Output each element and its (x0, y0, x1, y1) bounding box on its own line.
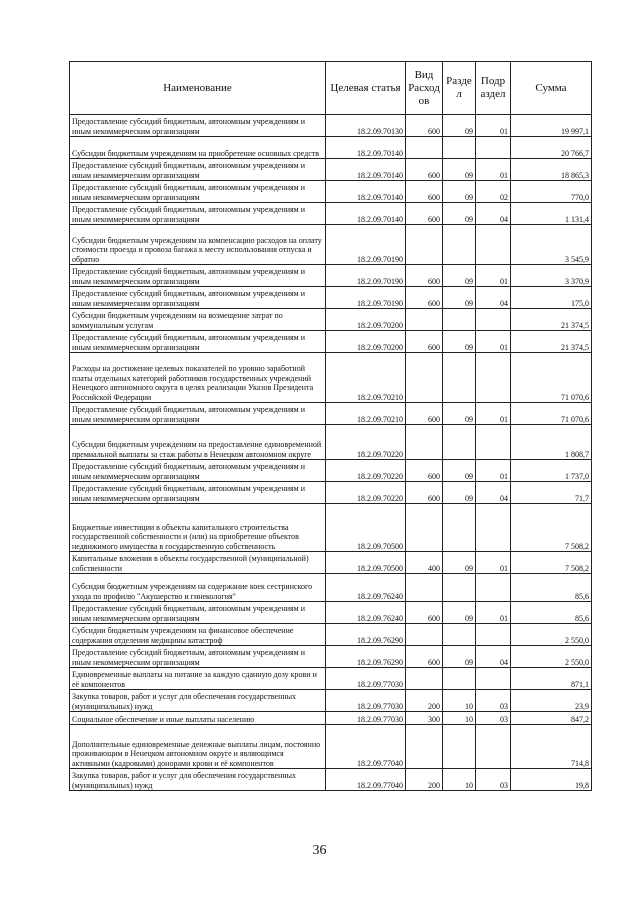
row-name: Предоставление субсидий бюджетным, автономным учреждениям и иным некоммерческим организациям (70, 602, 326, 624)
row-sum: 19,8 (511, 769, 592, 791)
table-row (70, 353, 592, 403)
row-subsection (476, 668, 511, 690)
row-subsection: 04 (476, 203, 511, 225)
row-name: Субсидия бюджетным учреждениям на содержание коек сестринского ухода по профилю "Акушерство и гинекология" (70, 574, 326, 602)
row-sum: 847,2 (511, 712, 592, 725)
row-section: 09 (443, 181, 476, 203)
row-sum: 71 070,6 (511, 403, 592, 425)
row-subsection: 04 (476, 646, 511, 668)
row-type (406, 624, 443, 646)
row-code: 18.2.09.77030 (326, 712, 406, 725)
row-subsection (476, 137, 511, 159)
row-section: 09 (443, 482, 476, 504)
row-name: Расходы на достижение целевых показателей по уровню заработной платы отдельных категорий работников государственных учреждений Ненецкого автономного округа в целях реализации Указов Президента Российской Федерации (70, 353, 326, 403)
row-sum: 85,6 (511, 602, 592, 624)
row-code: 18.2.09.76290 (326, 646, 406, 668)
table-row (70, 159, 592, 181)
row-subsection: 04 (476, 287, 511, 309)
table-row (70, 265, 592, 287)
table-row (70, 690, 592, 712)
row-subsection (476, 504, 511, 552)
row-sum: 2 550,0 (511, 624, 592, 646)
row-code: 18.2.09.76290 (326, 624, 406, 646)
header-section: Разде л (443, 62, 476, 115)
table-row (70, 482, 592, 504)
header-row (70, 62, 592, 115)
row-code: 18.2.09.77040 (326, 725, 406, 769)
row-code: 18.2.09.70190 (326, 265, 406, 287)
table-row (70, 769, 592, 791)
row-section: 09 (443, 602, 476, 624)
row-type: 200 (406, 769, 443, 791)
row-code: 18.2.09.70500 (326, 552, 406, 574)
row-sum: 770,0 (511, 181, 592, 203)
table-row (70, 668, 592, 690)
row-subsection: 01 (476, 115, 511, 137)
row-section: 09 (443, 159, 476, 181)
row-sum: 7 508,2 (511, 504, 592, 552)
table-row (70, 425, 592, 460)
row-type: 300 (406, 712, 443, 725)
row-name: Дополнительные единовременные денежные выплаты лицам, постоянно проживающим в Ненецком автономном округе и являющимся активными (кадровыми) донорами крови и её компонентов (70, 725, 326, 769)
row-code: 18.2.09.70210 (326, 353, 406, 403)
table-row (70, 225, 592, 265)
row-section (443, 668, 476, 690)
row-type: 600 (406, 115, 443, 137)
row-name: Капитальные вложения в объекты государственной (муниципальной) собственности (70, 552, 326, 574)
row-sum: 3 545,9 (511, 225, 592, 265)
row-section (443, 137, 476, 159)
row-subsection (476, 309, 511, 331)
row-name: Социальное обеспечение и иные выплаты населению (70, 712, 326, 725)
row-sum: 1 737,0 (511, 460, 592, 482)
header-sum: Сумма (511, 62, 592, 115)
row-section: 09 (443, 115, 476, 137)
row-code: 18.2.09.70190 (326, 287, 406, 309)
row-subsection: 01 (476, 159, 511, 181)
row-name: Предоставление субсидий бюджетным, автономным учреждениям и иным некоммерческим организациям (70, 482, 326, 504)
row-subsection (476, 624, 511, 646)
row-code: 18.2.09.77040 (326, 769, 406, 791)
table-row (70, 203, 592, 225)
row-type: 600 (406, 331, 443, 353)
row-code: 18.2.09.70140 (326, 181, 406, 203)
row-sum: 23,9 (511, 690, 592, 712)
row-section: 09 (443, 203, 476, 225)
row-section: 09 (443, 646, 476, 668)
row-type (406, 225, 443, 265)
row-subsection: 03 (476, 769, 511, 791)
row-sum: 85,6 (511, 574, 592, 602)
table-row (70, 403, 592, 425)
row-code: 18.2.09.70220 (326, 460, 406, 482)
row-sum: 19 997,1 (511, 115, 592, 137)
row-type (406, 353, 443, 403)
row-type (406, 504, 443, 552)
row-type (406, 137, 443, 159)
row-type: 600 (406, 265, 443, 287)
row-section (443, 725, 476, 769)
row-sum: 20 766,7 (511, 137, 592, 159)
header-code: Целевая статья (326, 62, 406, 115)
row-section: 10 (443, 690, 476, 712)
table-row (70, 309, 592, 331)
table-row (70, 602, 592, 624)
row-subsection: 01 (476, 331, 511, 353)
row-code: 18.2.09.70200 (326, 331, 406, 353)
row-name: Бюджетные инвестиции в объекты капитального строительства государственной собственности и (или) на приобретение объектов недвижимого имущества в государственную собственность (70, 504, 326, 552)
row-section (443, 504, 476, 552)
row-name: Предоставление субсидий бюджетным, автономным учреждениям и иным некоммерческим организациям (70, 181, 326, 203)
row-section: 09 (443, 460, 476, 482)
table-row (70, 624, 592, 646)
row-name: Закупка товаров, работ и услуг для обеспечения государственных (муниципальных) нужд (70, 690, 326, 712)
row-sum: 714,8 (511, 725, 592, 769)
row-sum: 1 131,4 (511, 203, 592, 225)
row-name: Предоставление субсидий бюджетным, автономным учреждениям и иным некоммерческим организациям (70, 646, 326, 668)
row-sum: 7 508,2 (511, 552, 592, 574)
row-code: 18.2.09.70130 (326, 115, 406, 137)
row-type: 600 (406, 287, 443, 309)
row-subsection (476, 725, 511, 769)
table-row (70, 181, 592, 203)
row-type (406, 574, 443, 602)
row-type: 600 (406, 460, 443, 482)
row-subsection (476, 574, 511, 602)
row-code: 18.2.09.70190 (326, 225, 406, 265)
row-type: 600 (406, 646, 443, 668)
row-code: 18.2.09.70210 (326, 403, 406, 425)
row-type: 200 (406, 690, 443, 712)
row-name: Предоставление субсидий бюджетным, автономным учреждениям и иным некоммерческим организациям (70, 159, 326, 181)
row-section: 10 (443, 712, 476, 725)
row-section (443, 309, 476, 331)
row-sum: 21 374,5 (511, 309, 592, 331)
table-row (70, 725, 592, 769)
table-row (70, 574, 592, 602)
row-name: Предоставление субсидий бюджетным, автономным учреждениям и иным некоммерческим организациям (70, 287, 326, 309)
table-row (70, 115, 592, 137)
table-row (70, 460, 592, 482)
row-sum: 18 865,3 (511, 159, 592, 181)
row-type: 400 (406, 552, 443, 574)
row-section (443, 225, 476, 265)
table-row (70, 137, 592, 159)
row-subsection: 01 (476, 602, 511, 624)
row-name: Предоставление субсидий бюджетным, автономным учреждениям и иным некоммерческим организациям (70, 203, 326, 225)
table-row (70, 712, 592, 725)
table-row (70, 331, 592, 353)
row-code: 18.2.09.76240 (326, 602, 406, 624)
header-subsection: Подр аздел (476, 62, 511, 115)
row-type: 600 (406, 403, 443, 425)
budget-table (69, 61, 592, 791)
row-sum: 2 550,0 (511, 646, 592, 668)
row-sum: 175,0 (511, 287, 592, 309)
row-type: 600 (406, 602, 443, 624)
row-subsection: 02 (476, 181, 511, 203)
row-type (406, 309, 443, 331)
row-section: 09 (443, 331, 476, 353)
row-type: 600 (406, 159, 443, 181)
row-section (443, 425, 476, 460)
table-body (70, 115, 592, 791)
row-name: Предоставление субсидий бюджетным, автономным учреждениям и иным некоммерческим организациям (70, 460, 326, 482)
row-name: Субсидии бюджетным учреждениям на финансовое обеспечение содержания отделения медицины катастроф (70, 624, 326, 646)
row-type (406, 425, 443, 460)
row-subsection: 01 (476, 552, 511, 574)
row-code: 18.2.09.70200 (326, 309, 406, 331)
row-type (406, 725, 443, 769)
row-subsection (476, 353, 511, 403)
page-number: 36 (312, 843, 327, 858)
row-section (443, 574, 476, 602)
row-name: Закупка товаров, работ и услуг для обеспечения государственных (муниципальных) нужд (70, 769, 326, 791)
row-subsection: 01 (476, 403, 511, 425)
row-code: 18.2.09.70500 (326, 504, 406, 552)
row-code: 18.2.09.76240 (326, 574, 406, 602)
row-name: Предоставление субсидий бюджетным, автономным учреждениям и иным некоммерческим организациям (70, 331, 326, 353)
table-row (70, 287, 592, 309)
row-section: 09 (443, 552, 476, 574)
row-subsection: 03 (476, 712, 511, 725)
row-section: 09 (443, 287, 476, 309)
row-sum: 71,7 (511, 482, 592, 504)
row-name: Единовременные выплаты на питание за каждую сданную дозу крови и её компонентов (70, 668, 326, 690)
row-type (406, 668, 443, 690)
row-sum: 871,1 (511, 668, 592, 690)
row-name: Предоставление субсидий бюджетным, автономным учреждениям и иным некоммерческим организациям (70, 265, 326, 287)
row-section: 09 (443, 403, 476, 425)
row-type: 600 (406, 203, 443, 225)
table-row (70, 646, 592, 668)
row-sum: 71 070,6 (511, 353, 592, 403)
row-name: Субсидии бюджетным учреждениям на возмещение затрат по коммунальным услугам (70, 309, 326, 331)
row-name: Субсидии бюджетным учреждениям на приобретение основных средств (70, 137, 326, 159)
row-subsection: 04 (476, 482, 511, 504)
row-section (443, 353, 476, 403)
row-sum: 21 374,5 (511, 331, 592, 353)
row-code: 18.2.09.70140 (326, 137, 406, 159)
row-name: Предоставление субсидий бюджетным, автономным учреждениям и иным некоммерческим организациям (70, 403, 326, 425)
row-section: 10 (443, 769, 476, 791)
header-name: Наименование (70, 62, 326, 115)
row-subsection: 01 (476, 265, 511, 287)
row-sum: 1 808,7 (511, 425, 592, 460)
row-code: 18.2.09.70140 (326, 203, 406, 225)
row-code: 18.2.09.77030 (326, 668, 406, 690)
row-name: Субсидии бюджетным учреждениям на предоставление единовременной премиальной выплаты за стаж работы в Ненецком автономном округе (70, 425, 326, 460)
row-type: 600 (406, 482, 443, 504)
row-name: Субсидии бюджетным учреждениям на компенсацию расходов на оплату стоимости проезда и провоза багажа к месту использования отпуска и обратно (70, 225, 326, 265)
header-type: Вид Расход ов (406, 62, 443, 115)
table-row (70, 552, 592, 574)
table-row (70, 504, 592, 552)
row-subsection (476, 225, 511, 265)
row-name: Предоставление субсидий бюджетным, автономным учреждениям и иным некоммерческим организациям (70, 115, 326, 137)
row-subsection: 03 (476, 690, 511, 712)
row-type: 600 (406, 181, 443, 203)
row-sum: 3 370,9 (511, 265, 592, 287)
row-code: 18.2.09.70140 (326, 159, 406, 181)
row-section (443, 624, 476, 646)
row-code: 18.2.09.70220 (326, 482, 406, 504)
row-subsection: 01 (476, 460, 511, 482)
row-code: 18.2.09.70220 (326, 425, 406, 460)
row-code: 18.2.09.77030 (326, 690, 406, 712)
row-section: 09 (443, 265, 476, 287)
row-subsection (476, 425, 511, 460)
